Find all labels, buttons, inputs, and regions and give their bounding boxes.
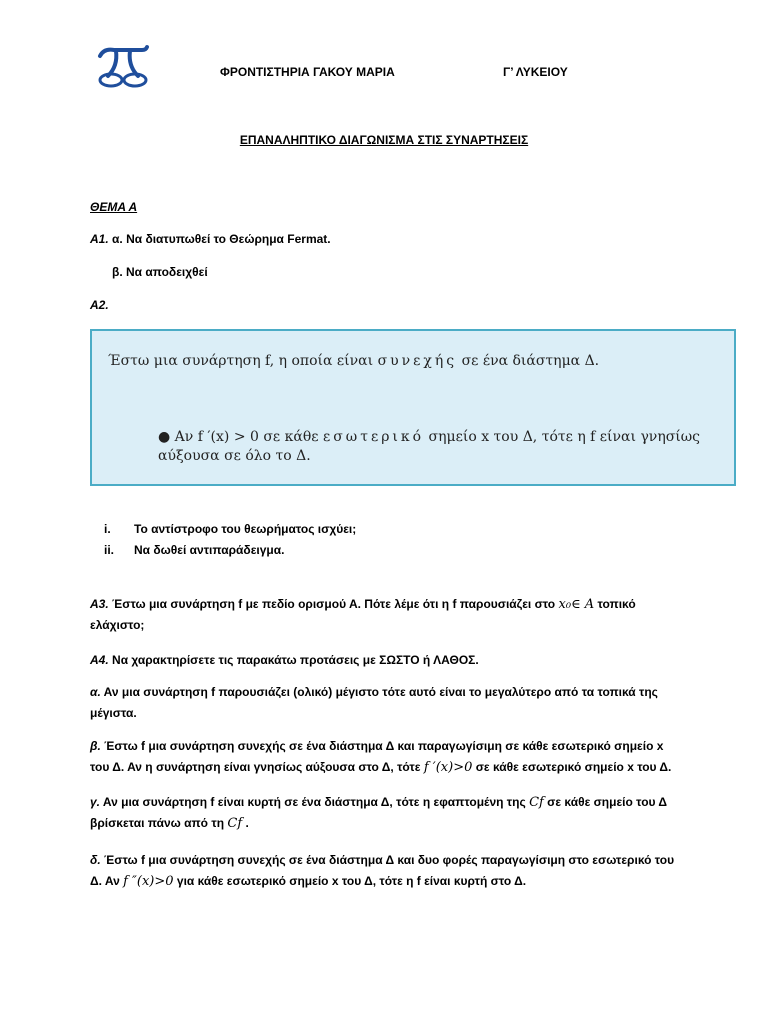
question-a2: Α2. bbox=[90, 298, 109, 312]
math-cf-2: Cf bbox=[227, 816, 243, 831]
exam-title: ΕΠΑΝΑΛΗΠΤΙΚΟ ΔΙΑΓΩΝΙΣΜΑ ΣΤΙΣ ΣΥΝΑΡΤΗΣΕΙΣ bbox=[239, 133, 529, 147]
a1-beta: β. Να αποδειχθεί bbox=[112, 265, 208, 279]
math-f-prime: f ′(x)>0 bbox=[423, 760, 473, 775]
theorem-bullet: ● Αν f ′(x) > 0 σε κάθε εσωτερικό σημείο x του Δ, τότε η f είναι γνησίως αύξουσα σε όλο το Δ. bbox=[158, 429, 701, 464]
statement-gamma: γ. Αν μια συνάρτηση f είναι κυρτή σε ένα διάστημα Δ, τότε η εφαπτομένη της Cf σε κάθε σημείο του Δ βρίσκεται πάνω από τη Cf . bbox=[90, 795, 668, 831]
statement-alpha: α. Αν μια συνάρτηση f παρουσιάζει (ολικό) μέγιστο τότε αυτό είναι το μεγαλύτερο από τα τοπικά της μέγιστα. bbox=[90, 685, 658, 720]
list-item: ii. Να δωθεί αντιπαράδειγμα. bbox=[104, 543, 285, 557]
math-f-double-prime: f ″(x)>0 bbox=[123, 874, 174, 889]
math-x0-in-a: x₀∈ A bbox=[558, 597, 595, 612]
question-a3: Α3. Έστω μια συνάρτηση f με πεδίο ορισμού Α. Πότε λέμε ότι η f παρουσιάζει στο x₀∈ A τοπικό ελάχιστο; bbox=[90, 597, 636, 632]
question-a4: Α4. Να χαρακτηρίσετε τις παρακάτω προτάσεις με ΣΩΣΤΟ ή ΛΑΘΟΣ. bbox=[90, 653, 479, 667]
list-item: i. Το αντίστροφο του θεωρήματος ισχύει; bbox=[104, 522, 357, 536]
theorem-box bbox=[90, 329, 736, 486]
a1-label: Α1. bbox=[90, 232, 109, 246]
theme-a-heading: ΘΕΜΑ Α bbox=[90, 200, 138, 214]
question-a1 bbox=[90, 232, 331, 246]
a1-alpha: α. Να διατυπωθεί το Θεώρημα Fermat. bbox=[108, 232, 331, 246]
statement-beta: β. Έστω f μια συνάρτηση συνεχής σε ένα διάστημα Δ και παραγωγίσιμη σε κάθε εσωτερικό σημείο x του Δ. Αν η συνάρτηση είναι γνησίως αύξουσα στο Δ, τότε f ′(x)>0 σε κάθε εσωτερικό σημείο x του Δ. bbox=[90, 739, 672, 775]
grade-label: Γ’ ΛΥΚΕΙΟΥ bbox=[503, 65, 568, 79]
theorem-statement: Έστω μια συνάρτηση f, η οποία είναι συνεχής σε ένα διάστημα Δ. bbox=[108, 353, 600, 369]
math-cf: Cf bbox=[529, 795, 544, 810]
statement-delta: δ. Έστω f μια συνάρτηση συνεχής σε ένα διάστημα Δ και δυο φορές παραγωγίσιμη στο εσωτερικό του Δ. Αν f ″(x)>0 για κάθε εσωτερικό σημείο x του Δ, τότε η f είναι κυρτή στο Δ. bbox=[90, 853, 675, 889]
pi-logo bbox=[96, 44, 150, 90]
school-name: ΦΡΟΝΤΙΣΤΗΡΙΑ ΓΑΚΟΥ ΜΑΡΙΑ bbox=[220, 65, 395, 79]
roman-list bbox=[104, 522, 356, 564]
